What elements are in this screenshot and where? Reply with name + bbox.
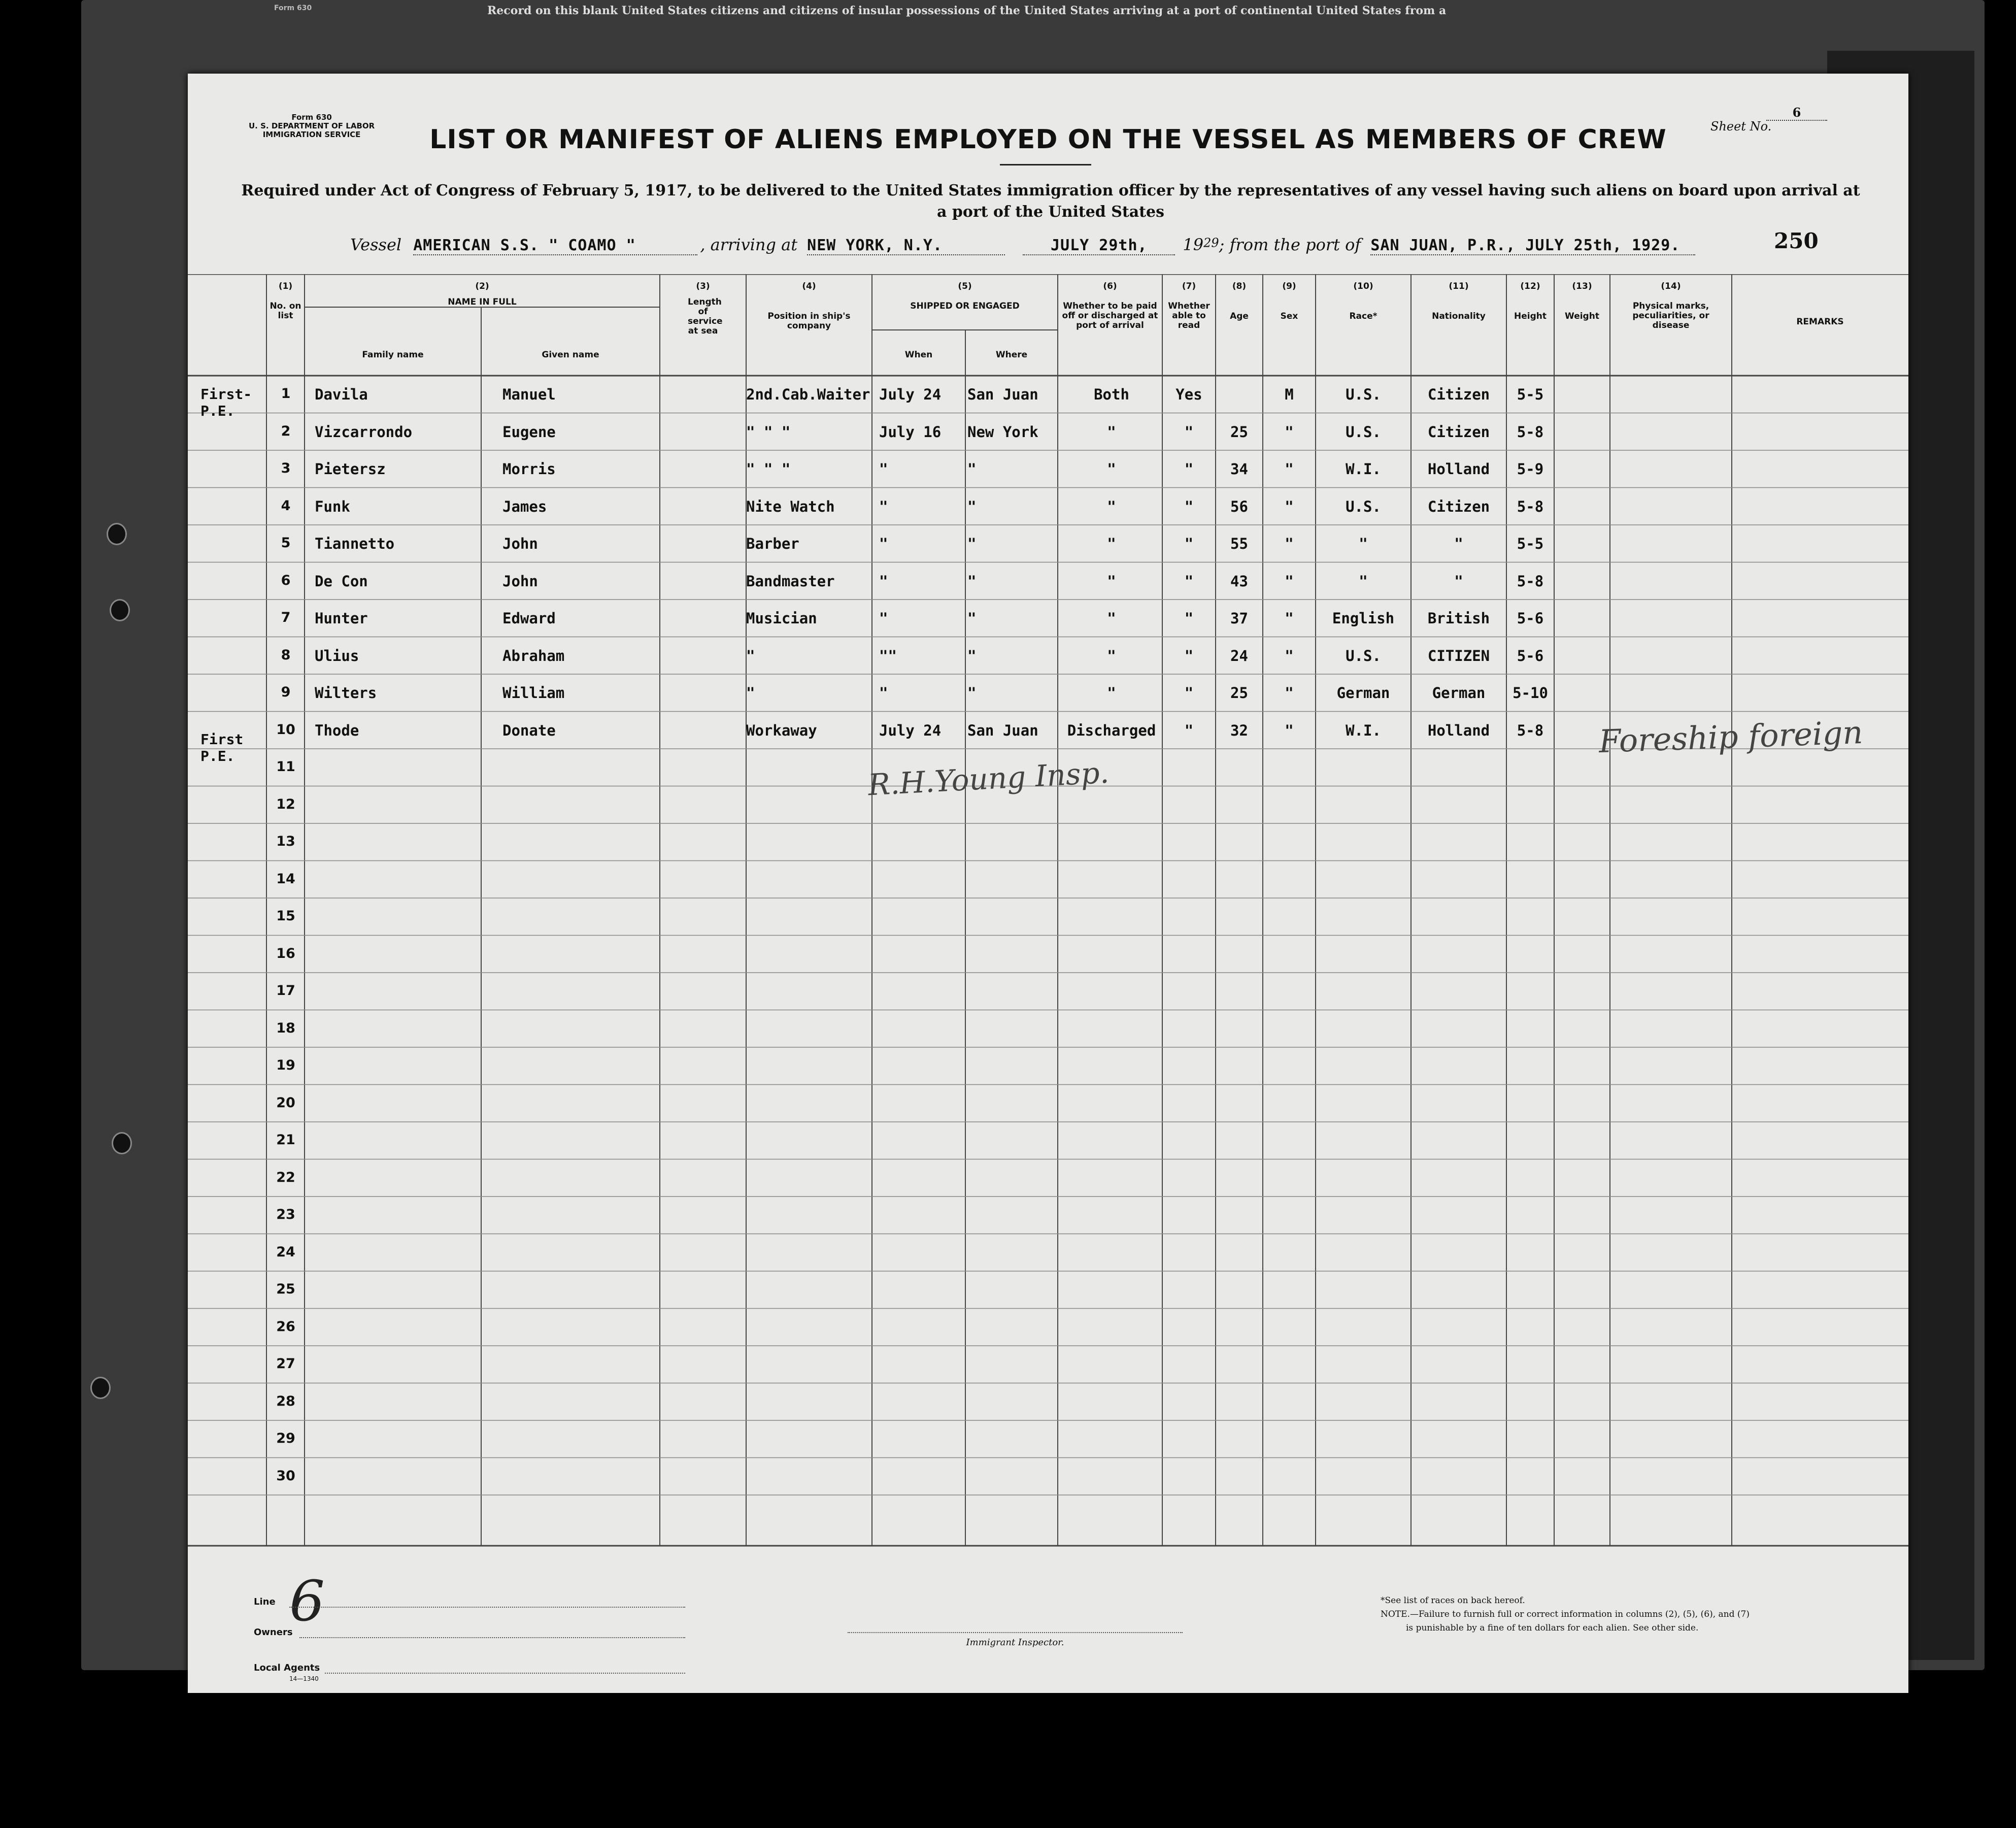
col-5a-label: When bbox=[904, 350, 933, 360]
row-number: 15 bbox=[276, 908, 295, 924]
family-name-cell: Pietersz bbox=[315, 460, 386, 478]
col-2-number: (2) bbox=[475, 281, 489, 291]
paid-off-cell: " bbox=[1107, 610, 1116, 627]
given-name-cell: James bbox=[502, 497, 547, 515]
sex-cell: " bbox=[1285, 423, 1294, 441]
col-12-number: (12) bbox=[1520, 281, 1540, 291]
binding-hole bbox=[90, 1377, 111, 1399]
shipped-where-cell: " bbox=[967, 535, 977, 552]
row-number: 1 bbox=[281, 386, 291, 402]
able-to-read-cell: " bbox=[1184, 647, 1194, 664]
shipped-when-cell: "" bbox=[879, 647, 897, 664]
race-cell: German bbox=[1336, 684, 1390, 702]
footer-line-field bbox=[289, 1607, 685, 1608]
able-to-read-cell: " bbox=[1184, 684, 1194, 702]
row-number: 13 bbox=[276, 834, 295, 849]
col-2a-label: Family name bbox=[362, 350, 424, 360]
col-1-number: (1) bbox=[278, 281, 293, 291]
col-13-header bbox=[1554, 282, 1610, 321]
page-subtitle: Required under Act of Congress of February 5, 1917, to be delivered to the United States immigration officer by the representatives of any vessel having such aliens on board upon arrival at a port of the United States bbox=[241, 182, 1860, 221]
shipped-where-cell: San Juan bbox=[967, 721, 1038, 739]
family-name-cell: Thode bbox=[315, 721, 359, 739]
footer-owners-label: Owners bbox=[254, 1627, 293, 1638]
col-5-label: SHIPPED OR ENGAGED bbox=[910, 301, 1020, 311]
service: IMMIGRATION SERVICE bbox=[262, 130, 361, 139]
inspector-signature: R.H.Young Insp. bbox=[867, 755, 1110, 803]
arriving-label: , arriving at bbox=[700, 235, 798, 254]
shipped-where-cell: " bbox=[967, 497, 977, 515]
col-9-number: (9) bbox=[1282, 281, 1296, 291]
shipped-when-cell: July 16 bbox=[879, 423, 942, 441]
paid-off-cell: " bbox=[1107, 423, 1116, 441]
row-number: 12 bbox=[276, 796, 295, 812]
col-1-header bbox=[266, 282, 305, 321]
position-cell: " bbox=[746, 684, 755, 702]
family-name-cell: Vizcarrondo bbox=[315, 423, 413, 441]
page-title: LIST OR MANIFEST OF ALIENS EMPLOYED ON THE VESSEL AS MEMBERS OF CREW bbox=[429, 124, 1667, 155]
row-number: 25 bbox=[276, 1281, 295, 1297]
col-6-header bbox=[1058, 282, 1162, 330]
vessel-label: Vessel bbox=[350, 235, 402, 254]
col-5-number: (5) bbox=[958, 281, 972, 291]
paid-off-cell: " bbox=[1107, 647, 1116, 664]
position-cell: 2nd.Cab.Waiter bbox=[746, 386, 870, 403]
sex-cell: M bbox=[1285, 386, 1294, 403]
inspector-label: Immigrant Inspector. bbox=[966, 1637, 1064, 1648]
race-cell: English bbox=[1332, 610, 1395, 627]
handwritten-remark: Foreship foreign bbox=[1598, 713, 1864, 760]
nationality-cell: Holland bbox=[1427, 460, 1490, 478]
manifest-grid bbox=[188, 274, 1908, 1556]
race-cell: " bbox=[1359, 535, 1368, 552]
row-number: 28 bbox=[276, 1393, 295, 1409]
able-to-read-cell: " bbox=[1184, 497, 1194, 515]
col-11-label: Nationality bbox=[1432, 311, 1486, 321]
height-cell: 5-8 bbox=[1517, 721, 1544, 739]
shipped-when-cell: " bbox=[879, 497, 888, 515]
col-6-label: Whether to be paid off or discharged at port of arrival bbox=[1062, 301, 1158, 330]
col-11-number: (11) bbox=[1449, 281, 1469, 291]
nationality-cell: CITIZEN bbox=[1427, 647, 1490, 664]
height-cell: 5-6 bbox=[1517, 610, 1544, 627]
able-to-read-cell: " bbox=[1184, 610, 1194, 627]
col-8-label: Age bbox=[1230, 311, 1249, 321]
col-14-label: Physical marks, peculiarities, or disease bbox=[1632, 301, 1709, 330]
sex-cell: " bbox=[1285, 647, 1294, 664]
height-cell: 5-8 bbox=[1517, 572, 1544, 590]
col-13-number: (13) bbox=[1572, 281, 1592, 291]
given-name-cell: John bbox=[502, 572, 538, 590]
from-label: ; from the port of bbox=[1219, 235, 1361, 254]
sex-cell: " bbox=[1285, 684, 1294, 702]
side-note: P.E. bbox=[200, 748, 235, 765]
col-1-label: No. on list bbox=[270, 301, 301, 321]
col-15-label: REMARKS bbox=[1796, 317, 1844, 327]
given-name-cell: John bbox=[502, 535, 538, 552]
family-name-cell: Tiannetto bbox=[315, 535, 395, 552]
nationality-cell: British bbox=[1427, 610, 1490, 627]
stamp-number: 250 bbox=[1774, 228, 1819, 253]
shipped-when-cell: " bbox=[879, 610, 888, 627]
binding-hole bbox=[110, 599, 130, 621]
departure-port: SAN JUAN, P.R., JULY 25th, 1929. bbox=[1370, 237, 1695, 255]
col-9-header bbox=[1263, 282, 1316, 321]
col-8-header bbox=[1216, 282, 1263, 321]
sex-cell: " bbox=[1285, 610, 1294, 627]
binding-hole bbox=[112, 1132, 132, 1154]
sex-cell: " bbox=[1285, 460, 1294, 478]
paid-off-cell: " bbox=[1107, 572, 1116, 590]
given-name-cell: William bbox=[502, 684, 565, 702]
able-to-read-cell: " bbox=[1184, 572, 1194, 590]
row-number: 22 bbox=[276, 1169, 295, 1185]
row-number: 26 bbox=[276, 1318, 295, 1335]
paid-off-cell: Discharged bbox=[1067, 721, 1156, 739]
paid-off-cell: " bbox=[1107, 535, 1116, 552]
position-cell: Musician bbox=[746, 610, 817, 627]
row-number: 29 bbox=[276, 1431, 295, 1446]
nationality-cell: Citizen bbox=[1427, 423, 1490, 441]
row-number: 11 bbox=[276, 759, 295, 775]
shipped-when-cell: " bbox=[879, 460, 888, 478]
race-cell: U.S. bbox=[1346, 497, 1381, 515]
shipped-where-cell: " bbox=[967, 647, 977, 664]
family-name-cell: Funk bbox=[315, 497, 350, 515]
position-cell: " " " bbox=[746, 460, 791, 478]
paid-off-cell: " bbox=[1107, 497, 1116, 515]
footer-note-2: NOTE.—Failure to furnish full or correct information in columns (2), (5), (6), and (7) bbox=[1381, 1609, 1750, 1619]
col-2b-label: Given name bbox=[542, 350, 599, 360]
family-name-cell: Wilters bbox=[315, 684, 377, 702]
age-cell: 34 bbox=[1230, 460, 1248, 478]
able-to-read-cell: Yes bbox=[1175, 386, 1202, 403]
col-3-header bbox=[660, 282, 746, 336]
paid-off-cell: " bbox=[1107, 460, 1116, 478]
year-suffix: 29 bbox=[1203, 236, 1219, 250]
given-name-cell: Manuel bbox=[502, 386, 556, 403]
form-number: Form 630 bbox=[291, 113, 332, 122]
footer-agents-field bbox=[325, 1673, 685, 1674]
given-name-cell: Abraham bbox=[502, 647, 565, 664]
vessel-name: AMERICAN S.S. " COAMO " bbox=[413, 237, 697, 255]
col-14-header bbox=[1610, 282, 1732, 330]
nationality-cell: Holland bbox=[1427, 721, 1490, 739]
sheet-number: 6 bbox=[1766, 105, 1827, 121]
shipped-where-cell: San Juan bbox=[967, 386, 1038, 403]
row-number: 5 bbox=[281, 535, 291, 551]
col-3-label: Length of service at sea bbox=[688, 297, 723, 336]
height-cell: 5-10 bbox=[1513, 684, 1548, 702]
row-number: 3 bbox=[281, 460, 291, 476]
row-number: 18 bbox=[276, 1020, 295, 1036]
able-to-read-cell: " bbox=[1184, 535, 1194, 552]
col-6-number: (6) bbox=[1103, 281, 1117, 291]
row-number: 23 bbox=[276, 1207, 295, 1222]
row-number: 14 bbox=[276, 871, 295, 887]
sex-cell: " bbox=[1285, 721, 1294, 739]
position-cell: Workaway bbox=[746, 721, 817, 739]
col-7-label: Whether able to read bbox=[1168, 301, 1210, 330]
vessel-line bbox=[350, 235, 1695, 255]
race-cell: W.I. bbox=[1346, 460, 1381, 478]
row-number: 30 bbox=[276, 1468, 295, 1484]
footer-owners-field bbox=[299, 1637, 685, 1638]
row-number: 8 bbox=[281, 647, 291, 663]
shipped-when-cell: " bbox=[879, 684, 888, 702]
col-4-label: Position in ship's company bbox=[767, 311, 851, 331]
col-12-header bbox=[1506, 282, 1554, 321]
row-number: 16 bbox=[276, 945, 295, 961]
given-name-cell: Eugene bbox=[502, 423, 556, 441]
age-cell: 24 bbox=[1230, 647, 1248, 664]
row-number: 20 bbox=[276, 1094, 295, 1111]
paid-off-cell: " bbox=[1107, 684, 1116, 702]
col-4-number: (4) bbox=[802, 281, 816, 291]
footer-agents-label: Local Agents bbox=[254, 1663, 320, 1673]
side-note: First bbox=[200, 731, 244, 748]
family-name-cell: Hunter bbox=[315, 610, 368, 627]
height-cell: 5-9 bbox=[1517, 460, 1544, 478]
row-number: 10 bbox=[276, 721, 295, 738]
col-8-number: (8) bbox=[1232, 281, 1247, 291]
sex-cell: " bbox=[1285, 535, 1294, 552]
col-5-header bbox=[872, 282, 1058, 311]
age-cell: 37 bbox=[1230, 610, 1248, 627]
side-note: First- bbox=[200, 386, 252, 403]
col-10-label: Race* bbox=[1349, 311, 1377, 321]
family-name-cell: Davila bbox=[315, 386, 368, 403]
shipped-where-cell: New York bbox=[967, 423, 1038, 441]
family-name-cell: De Con bbox=[315, 572, 368, 590]
top-form-label: Form 630 bbox=[274, 4, 312, 12]
able-to-read-cell: " bbox=[1184, 460, 1194, 478]
age-cell: 43 bbox=[1230, 572, 1248, 590]
position-cell: Bandmaster bbox=[746, 572, 835, 590]
col-12-label: Height bbox=[1514, 311, 1547, 321]
row-number: 19 bbox=[276, 1057, 295, 1073]
col-10-number: (10) bbox=[1353, 281, 1373, 291]
given-name-cell: Edward bbox=[502, 610, 556, 627]
position-cell: Barber bbox=[746, 535, 799, 552]
row-number: 2 bbox=[281, 423, 291, 439]
top-strip-text: Record on this blank United States citizens and citizens of insular possessions of the United States arriving at a port of continental United States from a bbox=[487, 4, 1447, 17]
race-cell: U.S. bbox=[1346, 386, 1381, 403]
shipped-when-cell: July 24 bbox=[879, 721, 942, 739]
race-cell: W.I. bbox=[1346, 721, 1381, 739]
sex-cell: " bbox=[1285, 497, 1294, 515]
col-9-label: Sex bbox=[1280, 311, 1298, 321]
col-2-header bbox=[305, 282, 660, 307]
shipped-where-cell: " bbox=[967, 572, 977, 590]
row-number: 6 bbox=[281, 572, 291, 588]
footer-line-label: Line bbox=[254, 1597, 276, 1607]
col-13-label: Weight bbox=[1565, 311, 1599, 321]
year-prefix: 19 bbox=[1183, 235, 1204, 254]
col-3-number: (3) bbox=[696, 281, 710, 291]
position-cell: " " " bbox=[746, 423, 791, 441]
row-number: 27 bbox=[276, 1356, 295, 1372]
inspector-signature-field bbox=[848, 1632, 1183, 1633]
given-name-cell: Donate bbox=[502, 721, 556, 739]
nationality-cell: " bbox=[1454, 572, 1463, 590]
sheet-label: Sheet No. bbox=[1710, 119, 1772, 134]
height-cell: 5-8 bbox=[1517, 497, 1544, 515]
row-number: 17 bbox=[276, 983, 295, 999]
height-cell: 5-8 bbox=[1517, 423, 1544, 441]
nationality-cell: Citizen bbox=[1427, 386, 1490, 403]
given-name-cell: Morris bbox=[502, 460, 556, 478]
shipped-where-cell: " bbox=[967, 460, 977, 478]
footer-form-code: 14—1340 bbox=[289, 1675, 319, 1682]
row-number: 21 bbox=[276, 1132, 295, 1148]
shipped-when-cell: " bbox=[879, 572, 888, 590]
age-cell: 56 bbox=[1230, 497, 1248, 515]
age-cell: 55 bbox=[1230, 535, 1248, 552]
col-7-number: (7) bbox=[1182, 281, 1196, 291]
col-2-label: NAME IN FULL bbox=[448, 297, 517, 307]
title-underline bbox=[1000, 164, 1091, 165]
height-cell: 5-6 bbox=[1517, 647, 1544, 664]
able-to-read-cell: " bbox=[1184, 721, 1194, 739]
col-4-header bbox=[746, 282, 872, 331]
col-10-header bbox=[1316, 282, 1411, 321]
footer-note-3: is punishable by a fine of ten dollars for each alien. See other side. bbox=[1406, 1623, 1699, 1633]
family-name-cell: Ulius bbox=[315, 647, 359, 664]
paid-off-cell: Both bbox=[1094, 386, 1129, 403]
footer-note-1: *See list of races on back hereof. bbox=[1381, 1596, 1525, 1606]
col-7-header bbox=[1162, 282, 1216, 330]
shipped-when-cell: " bbox=[879, 535, 888, 552]
handwritten-line-number: 6 bbox=[289, 1569, 325, 1634]
row-number: 7 bbox=[281, 610, 291, 625]
binding-hole bbox=[107, 523, 127, 545]
manifest-page bbox=[188, 74, 1908, 1693]
side-note: P.E. bbox=[200, 403, 235, 419]
shipped-when-cell: July 24 bbox=[879, 386, 942, 403]
col-14-number: (14) bbox=[1661, 281, 1681, 291]
row-number: 24 bbox=[276, 1244, 295, 1260]
height-cell: 5-5 bbox=[1517, 535, 1544, 552]
shipped-where-cell: " bbox=[967, 684, 977, 702]
able-to-read-cell: " bbox=[1184, 423, 1194, 441]
race-cell: U.S. bbox=[1346, 647, 1381, 664]
col-5b-label: Where bbox=[995, 350, 1028, 360]
sex-cell: " bbox=[1285, 572, 1294, 590]
age-cell: 25 bbox=[1230, 684, 1248, 702]
age-cell: 25 bbox=[1230, 423, 1248, 441]
nationality-cell: " bbox=[1454, 535, 1463, 552]
height-cell: 5-5 bbox=[1517, 386, 1544, 403]
row-number: 9 bbox=[281, 684, 291, 700]
age-cell: 32 bbox=[1230, 721, 1248, 739]
race-cell: U.S. bbox=[1346, 423, 1381, 441]
nationality-cell: Citizen bbox=[1427, 497, 1490, 515]
shipped-where-cell: " bbox=[967, 610, 977, 627]
position-cell: Nite Watch bbox=[746, 497, 835, 515]
department: U. S. DEPARTMENT OF LABOR bbox=[249, 121, 375, 130]
arriving-port: NEW YORK, N.Y. bbox=[807, 237, 1005, 255]
arrival-date: JULY 29th, bbox=[1023, 237, 1175, 255]
nationality-cell: German bbox=[1432, 684, 1486, 702]
race-cell: " bbox=[1359, 572, 1368, 590]
col-11-header bbox=[1411, 282, 1506, 321]
row-number: 4 bbox=[281, 497, 291, 514]
position-cell: " bbox=[746, 647, 755, 664]
